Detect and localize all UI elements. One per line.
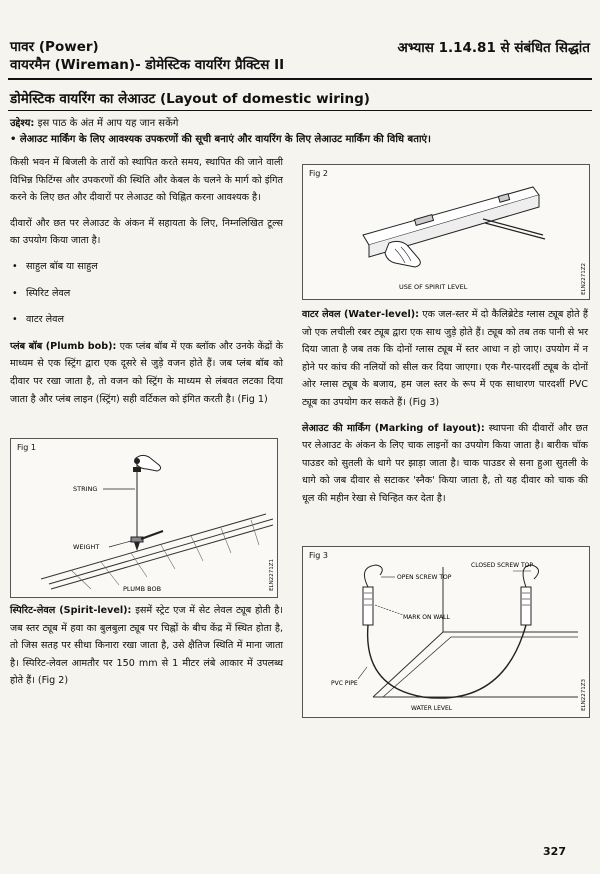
header-line-2: वायरमैन (Wireman)- डोमेस्टिक वायरिंग प्रैक्टिस II xyxy=(10,57,285,73)
tool-item: • स्पिरिट लेवल xyxy=(10,285,283,303)
plumb-bob-heading: प्लंब बॉब (Plumb bob): xyxy=(10,340,117,352)
intro-paragraph: किसी भवन में बिजली के तारों को स्थापित करते समय, स्थापित की जाने वाली विभिन्न फिटिंग्स और उपकरणों की स्थिति और केबल के चलने के मार्ग को इंगित करने के लिए छत और दीवारों पर लेआउट को चिह्नित करना आवश्यक है। xyxy=(10,157,283,204)
tool-item: • साहुल बॉब या साहुल xyxy=(10,258,283,276)
objectives: उद्देश्य: इस पाठ के अंत में आप यह जान सकेंगे • लेआउट मार्किंग के लिए आवश्यक उपकरणों की सूची बनाएं और वायरिंग के लिए लेआउट मार्किंग की विधि बताएं। xyxy=(10,118,431,145)
figure-caption: PLUMB BOB xyxy=(123,585,162,593)
spirit-level-text: इसमें स्ट्रेट एज में सेट लेवल ट्यूब होती है। जब स्तर ट्यूब में हवा का बुलबुला ट्यूब पर चिह्नों के बीच केंद्र में स्थित होता है, तो जिस सतह पर सीधा किनारा रखा जाता है, उसे क्षैतिज स्थिति में माना जाता है। स्पिरिट-लेवल आमतौर पर 150 mm से 1 मीटर लंबे आकार में उपलब्ध होते हैं। (Fig 2) xyxy=(10,605,283,687)
figure-code: ELN2271Z1 xyxy=(269,559,275,591)
mark-on-wall-label: MARK ON WALL xyxy=(403,614,450,621)
tools-paragraph: दीवारों और छत पर लेआउट के अंकन में सहायता के लिए, निम्नलिखित टूल्स का उपयोग किया जाता है। xyxy=(10,217,283,247)
chapter-header xyxy=(10,38,284,74)
water-level-heading: वाटर लेवल (Water-level): xyxy=(302,309,420,320)
water-level-paragraph xyxy=(302,306,588,412)
marking-heading: लेआउट की मार्किंग (Marking of layout): xyxy=(302,422,485,434)
marking-text: स्थापना की दीवारों और छत पर लेआउट के अंकन के लिए चाक लाइनों का उपयोग किया जाता है। बारीक चॉक पाउडर को सुतली के धागे पर झाड़ा जाता है। चाक पाउडर से सना हुआ सुतली के धागे को जब दीवार से सटाकर 'स्नैक' किया जाता है, तो यह दीवार को चाक की धूल की महीन रेखा से चिन्हित कर देता है। xyxy=(302,422,588,504)
spirit-level-paragraph xyxy=(10,602,283,698)
marking-paragraph xyxy=(302,420,588,508)
figure-code: ELN2271Z2 xyxy=(581,263,587,295)
closed-screw-top-label: CLOSED SCREW TOP xyxy=(471,562,533,569)
objective-item: लेआउट मार्किंग के लिए आवश्यक उपकरणों की सूची बनाएं और वायरिंग के लिए लेआउट मार्किंग की विधि बताएं। xyxy=(19,134,431,145)
water-level-illustration xyxy=(303,547,589,717)
figure-code: ELN2271Z3 xyxy=(581,679,587,711)
page-number: 327 xyxy=(543,845,566,858)
figure-label: Fig 3 xyxy=(309,551,328,560)
figure-label: Fig 1 xyxy=(17,443,36,452)
section-title: डोमेस्टिक वायरिंग का लेआउट (Layout of domestic wiring) xyxy=(10,91,370,107)
header-rule xyxy=(8,78,592,80)
figure-caption: WATER LEVEL xyxy=(411,705,453,712)
weight-label: WEIGHT xyxy=(73,543,100,551)
header-line-1: पावर (Power) xyxy=(10,39,99,55)
left-column xyxy=(10,154,283,416)
figure-caption: USE OF SPIRIT LEVEL xyxy=(399,283,468,291)
section-rule xyxy=(8,110,592,111)
figure-1-plumb-bob xyxy=(10,438,278,598)
plumb-bob-illustration xyxy=(11,439,277,597)
pvc-pipe-label: PVC PIPE xyxy=(331,680,358,687)
objectives-intro: इस पाठ के अंत में आप यह जान सकेंगे xyxy=(37,118,179,129)
water-level-text: एक जल-स्तर में दो कैलिब्रेटेड ग्लास ट्यूब होते हैं जो एक लचीली रबर ट्यूब द्वारा एक साथ जुड़े होते हैं। ट्यूब को तब तक पानी से भर दिया जाता है जब तक कि दोनों ग्लास ट्यूब में स्तर आधा न हो जाए। उपयोग में न होने पर कांच की नलियों को सील कर दिया जाएगा। एक गैर-पारदर्शी ट्यूब के दोनों ओर ग्लास ट्यूब के बजाय, हम जल स्तर के रूप में एक साधारण पारदर्शी PVC ट्यूब का उपयोग कर सकते हैं। (Fig 3) xyxy=(302,309,588,408)
open-screw-top-label: OPEN SCREW TOP xyxy=(397,574,452,581)
exercise-reference: अभ्यास 1.14.81 से संबंधित सिद्धांत xyxy=(397,40,590,56)
figure-2-spirit-level xyxy=(302,164,590,300)
right-column xyxy=(302,306,588,516)
spirit-level-illustration xyxy=(303,165,589,299)
figure-label: Fig 2 xyxy=(309,169,328,178)
string-label: STRING xyxy=(73,485,98,493)
figure-3-water-level xyxy=(302,546,590,718)
objectives-label: उद्देश्य: xyxy=(10,118,35,129)
plumb-bob-text: एक प्लंब बॉब में एक ब्लॉक और उनके केंद्रों के माध्यम से एक स्ट्रिंग द्वारा एक दूसरे से जुड़े वजन होते हैं। जब प्लंब बॉब को दीवार पर रखा जाता है, तो वजन को स्ट्रिंग के माध्यम से लंबवत लटका दिया जाता है और प्लंब लाइन (स्ट्रिंग) सही वर्टिकल को इंगित करती है। (Fig 1) xyxy=(10,340,283,405)
spirit-level-heading: स्पिरिट-लेवल (Spirit-level): xyxy=(10,605,132,616)
tool-item: • वाटर लेवल xyxy=(10,311,283,329)
plumb-bob-paragraph xyxy=(10,338,283,408)
